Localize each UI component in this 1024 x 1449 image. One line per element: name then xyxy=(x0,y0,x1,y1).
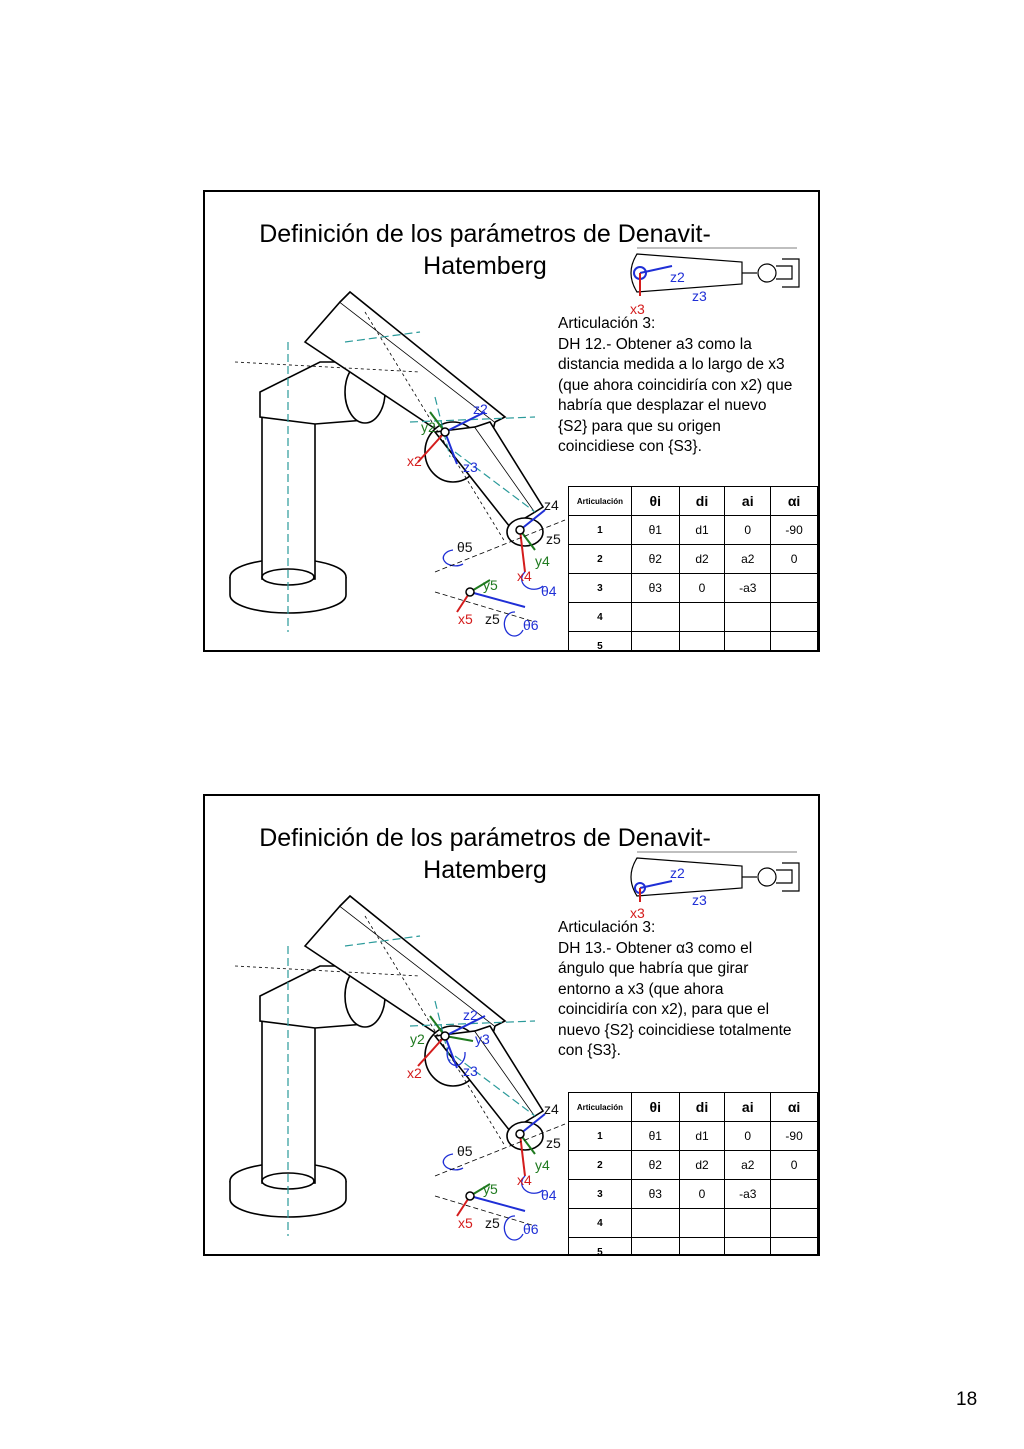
cell xyxy=(725,632,771,653)
label-y4: y4 xyxy=(535,1157,550,1173)
cell xyxy=(725,1238,771,1257)
table-row xyxy=(569,1238,818,1257)
desc-line: distancia medida a lo largo de x3 xyxy=(558,356,785,373)
cell: 2 xyxy=(569,545,632,574)
table-row xyxy=(569,1209,818,1238)
header-articulacion: Articulación xyxy=(569,1093,632,1122)
header-a: ai xyxy=(725,1093,771,1122)
cell xyxy=(679,1209,725,1238)
desc-line: coincidiese con {S3}. xyxy=(558,438,702,455)
label-y3: y3 xyxy=(475,1031,490,1047)
cell: -90 xyxy=(771,516,818,545)
table-row xyxy=(569,1180,818,1209)
cell: d1 xyxy=(679,516,725,545)
cell xyxy=(631,1238,679,1257)
table-header-row xyxy=(569,487,818,516)
label-z5-lower: z5 xyxy=(485,611,500,627)
title-line-1: Definición de los parámetros de Denavit- xyxy=(259,220,711,248)
table-row xyxy=(569,603,818,632)
label-z4: z4 xyxy=(544,497,559,513)
cell: a2 xyxy=(725,1151,771,1180)
cell xyxy=(771,632,818,653)
cell: θ1 xyxy=(631,1122,679,1151)
label-theta6: θ6 xyxy=(523,617,539,633)
label-y4: y4 xyxy=(535,553,550,569)
cell: 5 xyxy=(569,632,632,653)
cell: 1 xyxy=(569,516,632,545)
cell: d2 xyxy=(679,1151,725,1180)
desc-line: ángulo que habría que girar xyxy=(558,960,749,977)
header-alpha: αi xyxy=(771,487,818,516)
cell: 0 xyxy=(679,574,725,603)
cell: 5 xyxy=(569,1238,632,1257)
label-z3-mini: z3 xyxy=(692,892,707,908)
label-x2: x2 xyxy=(407,1065,422,1081)
cell: 0 xyxy=(771,545,818,574)
label-theta5: θ5 xyxy=(457,1143,473,1159)
label-z3-mini: z3 xyxy=(692,288,707,304)
cell: 4 xyxy=(569,603,632,632)
header-d: di xyxy=(679,487,725,516)
label-theta6: θ6 xyxy=(523,1221,539,1237)
header-alpha: αi xyxy=(771,1093,818,1122)
slide-description xyxy=(558,918,820,1062)
cell: θ1 xyxy=(631,516,679,545)
desc-line: {S2} para que su origen xyxy=(558,417,721,435)
label-z2: z2 xyxy=(473,401,488,417)
desc-line: habría que desplazar el nuevo xyxy=(558,397,767,414)
title-line-1: Definición de los parámetros de Denavit- xyxy=(259,824,711,852)
label-z2-mini: z2 xyxy=(670,865,685,881)
slide-description xyxy=(558,314,820,458)
cell xyxy=(679,632,725,653)
cell xyxy=(771,1180,818,1209)
label-z2-mini: z2 xyxy=(670,269,685,285)
table-row xyxy=(569,516,818,545)
cell: θ3 xyxy=(631,574,679,603)
label-z5: z5 xyxy=(546,1135,561,1151)
cell: a2 xyxy=(725,545,771,574)
label-theta4: θ4 xyxy=(541,1187,557,1203)
cell: d1 xyxy=(679,1122,725,1151)
cell: d2 xyxy=(679,545,725,574)
header-theta: θi xyxy=(631,1093,679,1122)
label-y5: y5 xyxy=(483,1181,498,1197)
table-row xyxy=(569,574,818,603)
cell xyxy=(679,1238,725,1257)
dh-parameters-table xyxy=(568,486,818,652)
cell xyxy=(771,603,818,632)
label-x5: x5 xyxy=(458,1215,473,1231)
table-row xyxy=(569,1122,818,1151)
cell: 0 xyxy=(679,1180,725,1209)
label-x5: x5 xyxy=(458,611,473,627)
table-header-row xyxy=(569,1093,818,1122)
cell xyxy=(771,1238,818,1257)
label-z5-lower: z5 xyxy=(485,1215,500,1231)
cell xyxy=(679,603,725,632)
label-z4: z4 xyxy=(544,1101,559,1117)
table-row xyxy=(569,1151,818,1180)
title-line-2: Hatemberg xyxy=(423,856,547,884)
dh-parameters-table xyxy=(568,1092,818,1256)
cell xyxy=(771,1209,818,1238)
cell xyxy=(725,603,771,632)
cell: 4 xyxy=(569,1209,632,1238)
desc-line: entorno a x3 (que ahora xyxy=(558,980,724,998)
cell xyxy=(725,1209,771,1238)
cell xyxy=(631,603,679,632)
desc-line: Articulación 3: xyxy=(558,315,656,332)
label-z3: z3 xyxy=(463,459,478,475)
slide-1 xyxy=(203,190,820,652)
cell: -90 xyxy=(771,1122,818,1151)
cell: 0 xyxy=(725,1122,771,1151)
header-articulacion: Articulación xyxy=(569,487,632,516)
cell: 0 xyxy=(725,516,771,545)
cell xyxy=(771,574,818,603)
title-line-2: Hatemberg xyxy=(423,252,547,280)
desc-line: DH 12.- Obtener a3 como la xyxy=(558,335,752,353)
cell: θ2 xyxy=(631,545,679,574)
cell: 1 xyxy=(569,1122,632,1151)
label-y2: y2 xyxy=(410,1031,425,1047)
label-z5: z5 xyxy=(546,531,561,547)
cell: 0 xyxy=(771,1151,818,1180)
desc-line: con {S3}. xyxy=(558,1042,621,1059)
header-theta: θi xyxy=(631,487,679,516)
label-theta5: θ5 xyxy=(457,539,473,555)
cell: -a3 xyxy=(725,574,771,603)
cell: 2 xyxy=(569,1151,632,1180)
desc-line: (que ahora coincidiría con x2) que xyxy=(558,376,793,394)
desc-line: coincidiría con x2), para que el xyxy=(558,1001,770,1018)
label-x3-mini: x3 xyxy=(630,301,645,317)
header-d: di xyxy=(679,1093,725,1122)
label-x2: x2 xyxy=(407,453,422,469)
label-y2: y2 xyxy=(421,419,436,435)
desc-line: Articulación 3: xyxy=(558,919,656,936)
cell: -a3 xyxy=(725,1180,771,1209)
cell: 3 xyxy=(569,574,632,603)
desc-line: nuevo {S2} coincidiese totalmente xyxy=(558,1021,792,1039)
label-z2: z2 xyxy=(463,1007,478,1023)
label-y5: y5 xyxy=(483,577,498,593)
desc-line: DH 13.- Obtener α3 como el xyxy=(558,939,753,957)
header-a: ai xyxy=(725,487,771,516)
cell xyxy=(631,632,679,653)
label-theta4: θ4 xyxy=(541,583,557,599)
label-z3: z3 xyxy=(463,1063,478,1079)
label-x4: x4 xyxy=(517,1172,532,1188)
cell: θ3 xyxy=(631,1180,679,1209)
label-x3-mini: x3 xyxy=(630,905,645,921)
slide-2 xyxy=(203,794,820,1256)
cell xyxy=(631,1209,679,1238)
page-number: 18 xyxy=(956,1389,978,1410)
label-x4: x4 xyxy=(517,568,532,584)
table-row xyxy=(569,545,818,574)
cell: 3 xyxy=(569,1180,632,1209)
table-row xyxy=(569,632,818,653)
cell: θ2 xyxy=(631,1151,679,1180)
